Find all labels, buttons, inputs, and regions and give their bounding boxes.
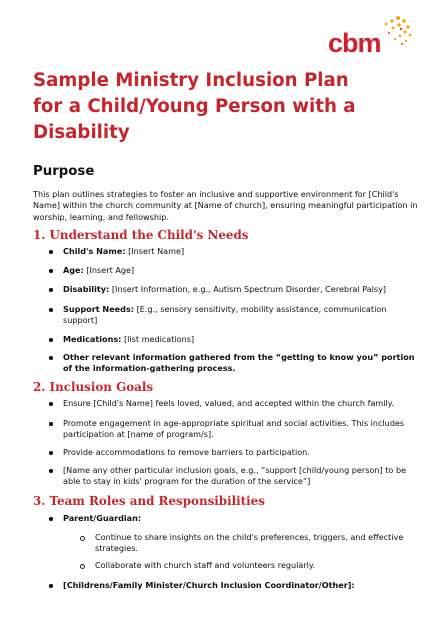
- list-item: Age: [Insert Age]: [33, 265, 134, 276]
- list-item: [Name any other particular inclusion goals, e.g., “support [child/young person] to be able to stay in kids' program for the duration of the service”]: [33, 465, 423, 488]
- bullet-icon: [49, 356, 53, 360]
- sunburst-dots-icon: [372, 14, 414, 48]
- sub-list-item: Continue to share insights on the child's preferences, triggers, and effective strategies.: [33, 532, 425, 555]
- bullet-icon: [49, 451, 53, 455]
- list-item: Provide accommodations to remove barriers to participation.: [33, 447, 423, 458]
- list-item: Ensure [Child's Name] feels loved, valued, and accepted within the church family.: [33, 398, 423, 409]
- circle-bullet-icon: [80, 536, 85, 541]
- list-item: Support Needs: [E.g., sensory sensitivity, mobility assistance, communication support]: [33, 304, 423, 327]
- logo-text: cbm: [328, 28, 381, 58]
- bullet-icon: [49, 269, 53, 273]
- purpose-paragraph: This plan outlines strategies to foster an inclusive and supportive environment for [Child's Name] within the church community at [Name of church], ensuring meaningful participation in worship, learning, and fellowship.: [33, 189, 418, 222]
- purpose-heading: Purpose: [33, 164, 95, 179]
- section-1-heading: 1. Understand the Child's Needs: [33, 228, 249, 242]
- bullet-icon: [49, 338, 53, 342]
- cbm-logo: [328, 14, 412, 60]
- bullet-icon: [49, 402, 53, 406]
- list-item: Parent/Guardian:: [33, 513, 141, 524]
- list-item: [Childrens/Family Minister/Church Inclusion Coordinator/Other]:: [33, 580, 423, 591]
- list-item: Other relevant information gathered from the “getting to know you” portion of the information-gathering process.: [33, 352, 423, 375]
- bullet-icon: [49, 422, 53, 426]
- bullet-icon: [49, 584, 53, 588]
- bullet-icon: [49, 250, 53, 254]
- document-title: Sample Ministry Inclusion Plan for a Child/Young Person with a Disability: [33, 70, 356, 143]
- section-3-heading: 3. Team Roles and Responsibilities: [33, 494, 265, 508]
- sub-list-item: Collaborate with church staff and volunteers regularly.: [33, 560, 425, 571]
- bullet-icon: [49, 288, 53, 292]
- list-item: Child's Name: [Insert Name]: [33, 246, 184, 257]
- list-item: Disability: [Insert Information, e.g., Autism Spectrum Disorder, Cerebral Palsy]: [33, 284, 423, 295]
- circle-bullet-icon: [80, 564, 85, 569]
- list-item: Promote engagement in age-appropriate spiritual and social activities. This includes participation at [name of program/s].: [33, 418, 423, 441]
- section-2-heading: 2. Inclusion Goals: [33, 380, 154, 394]
- list-item: Medications: [list medications]: [33, 334, 194, 345]
- bullet-icon: [49, 308, 53, 312]
- bullet-icon: [49, 469, 53, 473]
- bullet-icon: [49, 517, 53, 521]
